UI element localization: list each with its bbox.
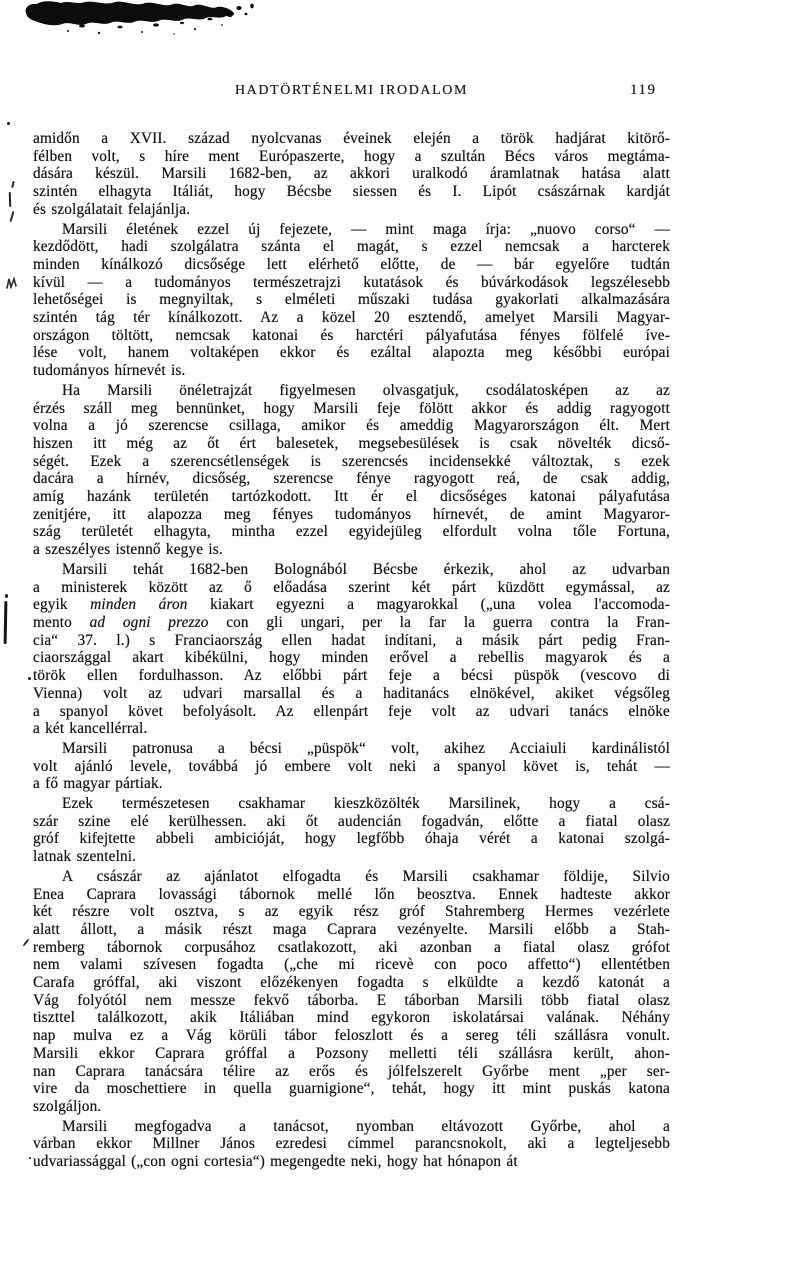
paragraph [33,795,670,866]
paragraph [33,382,670,559]
page-header [33,83,670,101]
text-line: nap mulva ez a Vág körüli tábor feloszlott és a sereg téli szállásra vonult. [33,1027,670,1045]
margin-dot-2 [5,594,8,598]
text-line: ciaországgal akart kibékülni, hogy minden erővel a rebellis magyarok és a [33,649,670,667]
text-line: A császár az ajánlatot elfogadta és Marsili csakhamar földije, Silvio [62,867,670,885]
text-line: a ministerek között az ő előadása szerint két párt küzdött egymással, az [33,578,670,596]
margin-bar-2 [4,601,8,644]
margin-comma [22,938,29,946]
text-line: hiszen itt még az őt ért balesetek, megsebesülések is csak növelték dicső- [33,434,670,452]
paragraph [33,130,670,219]
text-line: tudományos hírnevét is. [33,362,186,380]
text-line: a spanyol követ befolyásolt. Az ellenpárt feje volt az udvari tanács elnöke [33,702,670,720]
text-line: ségét. Ezek a szerencsétlenségek is szerencsés incidensekké változtak, s ezek [33,452,670,470]
text-line: gróf kifejtette abbeli ambicióját, hogy legfőbb óhaja vérét a katonai szolgá- [33,830,670,848]
text-line: félben volt, s híre ment Európaszerte, hogy a szultán Bécs város megtáma- [33,147,670,165]
text-line: dására készül. Marsili 1682-ben, az akkori uralkodó áramlatnak hatása alatt [33,165,670,183]
text-line: Marsili patronusa a bécsi „püspök“ volt, akihez Acciaiuli kardinálistól [62,739,670,757]
text-line: a szeszélyes istennő kegye is. [33,541,223,559]
header-title: HADTÖRTÉNELMI IRODALOM [234,83,469,98]
text-line: dacára a hírnév, dicsőség, szerencse fénye ragyogott reá, de csak addig, [33,470,670,488]
margin-dot-4 [29,1157,31,1159]
text-line: cia“ 37. l.) s Franciaország ellen hadat indítani, a másik párt pedig Fran- [33,631,670,649]
text-line: Carafa gróffal, aki viszont előzékenyen fogadta s elküldte a kezdő katonát a [33,974,670,992]
text-line: nem valami szívesen fogadta („che mi ricevè con poco affetto“) ellentétben [33,956,670,974]
paragraph [33,1118,670,1171]
margin-dot-3 [28,677,31,680]
text-line: amíg hazánk területén tartózkodott. Itt ér el dicsőséges katonai pályafutása [33,488,670,506]
text-line: nan Caprara tanácsára télire az erős és jólfelszerelt Győrbe ment „per ser- [33,1062,670,1080]
ink-smudge [24,0,256,36]
text-line: kívül — a tudományos természetrajzi kutatások és búvárkodások legszélesebb [33,273,670,291]
text-line: Ha Marsili önéletrajzát figyelmesen olvasgatjuk, csodálatosképen az az [62,381,670,399]
text-line: szár szine elé kerülhessen. aki őt audencián fogadván, előtte a fiatal olasz [33,812,670,830]
text-line: Ezek természetesen csakhamar kieszközölték Marsilinek, hogy a csá- [62,795,670,813]
text-line: lehetőségei is megnyiltak, s elméleti műszaki tudása gyakorlati alkalmazására [33,291,670,309]
margin-tick-2 [10,211,15,222]
text-line: a fő magyar pártiak. [33,775,163,793]
text-line: mento ad ogni prezzo con gli ungari, per la far la guerra contra la Fran- [33,613,670,631]
text-line: és szolgálatait felajánlja. [33,200,191,218]
text-line: érzés száll meg bennünket, hogy Marsili feje fölött akkor és addig ragyogott [33,399,670,417]
text-line: kezdődött, hadi szolgálatra szánta el magát, s ezzel nemcsak a harcterek [33,238,670,256]
body-text [33,130,670,1171]
text-line: Marsili ekkor Caprara gróffal a Pozsony melletti téli szállásra került, ahon- [33,1044,670,1062]
text-line: két részre volt osztva, s az egyik rész gróf Stahremberg Hermes vezérlete [33,903,670,921]
text-line: Marsili tehát 1682-ben Bolognából Bécsbe érkezik, ahol az udvarban [62,560,670,578]
text-line: Vág folyótól nem messze fekvő táborba. E táborban Marsili több fiatal olasz [33,991,670,1009]
page-number: 119 [630,82,657,98]
text-line: várban ekkor Millner János ezredesi címmel parancsnokolt, aki a legteljesebb [33,1135,670,1153]
text-line: szintén tág tér kínálkozott. Az a közel 20 esztendő, amelyet Marsili Magyar- [33,309,670,327]
margin-dot [7,122,10,125]
paragraph [33,868,670,1116]
text-line: Marsili életének ezzel új fejezete, — mint maga írja: „nuovo corso“ — [62,220,670,238]
text-line: szintén elhagyta Itáliát, hogy Bécsbe siessen és I. Lipót császárnak kardját [33,183,670,201]
text-line: Vienna) volt az udvari marsallal és a haditanács elnökével, akiket végsőleg [33,684,670,702]
text-line: latnak szentelni. [33,848,137,866]
text-line: remberg tábornok corpusához csatlakozott, aki azonban a fiatal olasz grófot [33,938,670,956]
paragraph [33,561,670,738]
text-line: Marsili megfogadva a tanácsot, nyomban eltávozott Győrbe, ahol a [62,1117,670,1135]
margin-bar [9,192,12,207]
text-line: egyik minden áron kiakart egyezni a magyarokkal („una volea l'accomoda- [33,596,670,614]
text-line: vire da moschettiere in quella guarnigione“, tehát, hogy itt mint puskás katona [33,1080,670,1098]
text-line: lése volt, hanem voltaképen ekkor és ezáltal alapozta meg későbbi európai [33,344,670,362]
margin-squiggle [5,276,21,292]
text-line: a két kancellérral. [33,720,148,738]
text-line: minden kínálkozó dicsősége lett elérhető előtte, de — bár egyelőre tudtán [33,255,670,273]
text-line: zenitjére, itt alapozza meg fényes tudományos hírnevét, de amint Magyaror- [33,505,670,523]
text-line: udvariassággal („con ogni cortesia“) megengedte neki, hogy hat hónapon át [33,1153,518,1171]
text-line: alatt állott, a másik részt maga Caprara vezényelte. Marsili előbb a Stah- [33,920,670,938]
text-line: volna a jó szerencse csillaga, amikor és ameddig Magyarországon élt. Mert [33,417,670,435]
text-line: tiszttel találkozott, akik Itáliában mind egykoron iskolatársai valának. Néhány [33,1009,670,1027]
text-line: országon töltött, nemcsak katonai és harctéri pályafutása fényes fölfelé íve- [33,326,670,344]
paragraph [33,740,670,793]
text-line: török ellen fordulhasson. Az előbbi párt feje a bécsi püspök (vescovo di [33,667,670,685]
text-line: Enea Caprara lovassági tábornok mellé lőn beosztva. Ennek hadteste akkor [33,885,670,903]
text-line: volt ajánló levele, továbbá jó embere volt neki a spanyol követ is, tehát — [33,757,670,775]
text-line: szág területét elhagyta, mintha ezzel egyidejüleg elfordult volna tőle Fortuna, [33,523,670,541]
paragraph [33,221,670,380]
text-line: amidőn a XVII. század nyolcvanas éveinek elején a török hadjárat kitörő- [33,130,670,147]
margin-tick [11,181,15,188]
text-line: szolgáljon. [33,1097,102,1115]
